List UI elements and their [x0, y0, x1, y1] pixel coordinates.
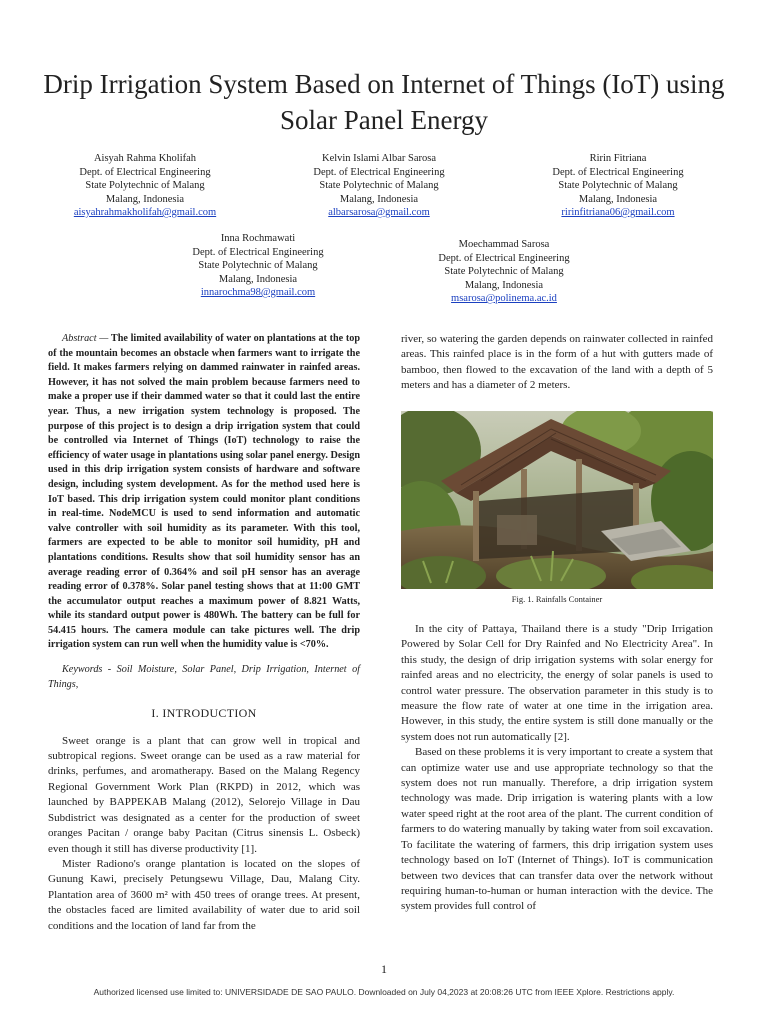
right-column-top [401, 332, 713, 394]
right-column-bottom [401, 622, 713, 915]
figure-caption: Fig. 1. Rainfalls Container [511, 594, 603, 604]
body-paragraph: Based on these problems it is very important to create a system that can optimize water use and use appropriate technology so that the system does not run manually. Therefore, a drip irrigation system technology was made. Drip irrigation is watering plants with a low water speed right at the root area of the plant. The current condition of farmers to do watering manually by taking water from soil excavation. To facilitate the watering of farmers, this drip irrigation system uses technology based on IoT (Internet of Things). IoT is communication between two devices that can transfer data over the network without requiring human-to-human or human interaction with the device. The system provides full control of [401, 746, 713, 913]
author-block [274, 152, 484, 220]
paper-title: Drip Irrigation System Based on Internet of Things (IoT) using Solar Panel Energy [43, 69, 725, 135]
author-dept: Dept. of Electrical Engineering [79, 166, 211, 178]
author-email-link[interactable]: ririnfitriana06@gmail.com [561, 207, 675, 218]
author-block [513, 152, 723, 220]
section-heading-introduction: I. INTRODUCTION [151, 706, 257, 721]
author-location: Malang, Indonesia [105, 193, 185, 205]
author-block [399, 238, 609, 306]
license-footer: Authorized licensed use limited to: UNIVERSIDADE DE SAO PAULO. Downloaded on July 04,2023 at 20:08:26 UTC from IEEE Xplore. Restrictions apply. [93, 987, 675, 997]
author-name: Inna Rochmawati [220, 233, 296, 244]
author-dept: Dept. of Electrical Engineering [313, 166, 445, 178]
body-paragraph: In the city of Pattaya, Thailand there is a study "Drip Irrigation Powered by Solar Cell for Dry Rainfed and No Electricity Area". In this study, the design of drip irrigation systems with solar energy for rainfed areas and no electricity, the energy of solar panels is used to control water pressure. The observation parameter in this study is to measure the flow rate of water at one time in the irrigation area. However, in this study, the entire system is still done manually or the system does not run automatically [2]. [401, 623, 713, 743]
author-institution: State Polytechnic of Malang [319, 180, 439, 191]
body-paragraph: Mister Radiono's orange plantation is located on the slopes of Gunung Kawi, precisely Petungsewu Village, Dau, Malang City. Plantation area of 3600 m² with 450 trees of orange trees. At present, the obstacles faced are limited availability of water due to arid soil conditions and the location of land far from the [48, 857, 360, 932]
body-paragraph: Sweet orange is a plant that can grow well in tropical and subtropical regions. Sweet orange can be used as a raw material for drinks, perfumes, and aromatherapy. Based on the Malang Regency Regional Government Work Plan (RKPD) in 2012, which was launched by BAPPEKAB Malang (2012), Selorejo Village in Dau Subdistrict was designated as a center for the production of sweet oranges Pacitan / orange baby Pacitan (Citrus sinensis L. Osbeck) even though it still has diverse productivity [1]. [48, 734, 360, 855]
author-name: Aisyah Rahma Kholifah [93, 153, 197, 164]
author-dept: Dept. of Electrical Engineering [438, 252, 570, 264]
author-location: Malang, Indonesia [464, 279, 544, 291]
author-dept: Dept. of Electrical Engineering [192, 246, 324, 258]
author-institution: State Polytechnic of Malang [198, 260, 318, 271]
left-column [48, 332, 360, 934]
author-institution: State Polytechnic of Malang [85, 180, 205, 191]
author-email-link[interactable]: albarsarosa@gmail.com [328, 207, 430, 218]
author-email-link[interactable]: msarosa@polinema.ac.id [451, 293, 557, 304]
figure-rainfall-container-photo [401, 411, 713, 589]
abstract-text: The limited availability of water on plantations at the top of the mountain becomes an obstacle when farmers want to irrigate the field. It makes farmers relying on dammed rainwater in rainfed areas. However, it has not solved the main problem because farmers need to make a proper use if their dammed water so that it could last the entire year. Thus, a new irrigation system technology is proposed. The purpose of this project is to design a drip irrigation system that could be controlled via Internet of Things (IoT) technology to raise the efficiency of water usage in plantations using solar panel energy. Design used in this drip irrigation system consists of hardware and software design, including system development. As for the method used here is IoT based. This drip irrigation system could monitor plant conditions in real-time. NodeMCU is used to send information and automatic valve controller with soil humidity as its parameter. With this tool, farmers are expected to be able to monitor soil humidity, pH and plantations conditions. Results show that soil humidity sensor has an average reading error of 0.364% and soil pH sensor has an average reading error of 0.378%. Solar panel testing shows that at 11:00 GMT the accumulator output reaches a maximum power of 8.821 Watts, while its standard output power is 480Wh. The battery can be full for 54.415 hours. The camera module can take pictures well. The drip irrigation system can run well when the humidity value is <70%. [48, 333, 360, 651]
author-name: Kelvin Islami Albar Sarosa [321, 153, 437, 164]
author-dept: Dept. of Electrical Engineering [552, 166, 684, 178]
author-location: Malang, Indonesia [578, 193, 658, 205]
body-paragraph: river, so watering the garden depends on rainwater collected in rainfed areas. This rainfed place is in the form of a hut with gutters made of bamboo, then flowed to the excavation of the land with a depth of 5 meters and has a diameter of 2 meters. [401, 333, 713, 392]
author-location: Malang, Indonesia [218, 273, 298, 285]
author-name: Moechammad Sarosa [458, 239, 550, 250]
abstract [48, 332, 360, 653]
keywords: Keywords - Soil Moisture, Solar Panel, Drip Irrigation, Internet of Things, [48, 664, 360, 690]
author-name: Ririn Fitriana [589, 153, 647, 164]
author-email-link[interactable]: innarochma98@gmail.com [200, 287, 316, 298]
author-location: Malang, Indonesia [339, 193, 419, 205]
abstract-lead: Abstract — [62, 333, 111, 344]
author-block [153, 232, 363, 300]
page-number: 1 [381, 962, 387, 976]
author-institution: State Polytechnic of Malang [558, 180, 678, 191]
author-email-link[interactable]: aisyahrahmakholifah@gmail.com [73, 207, 217, 218]
author-block [40, 152, 250, 220]
author-institution: State Polytechnic of Malang [444, 266, 564, 277]
